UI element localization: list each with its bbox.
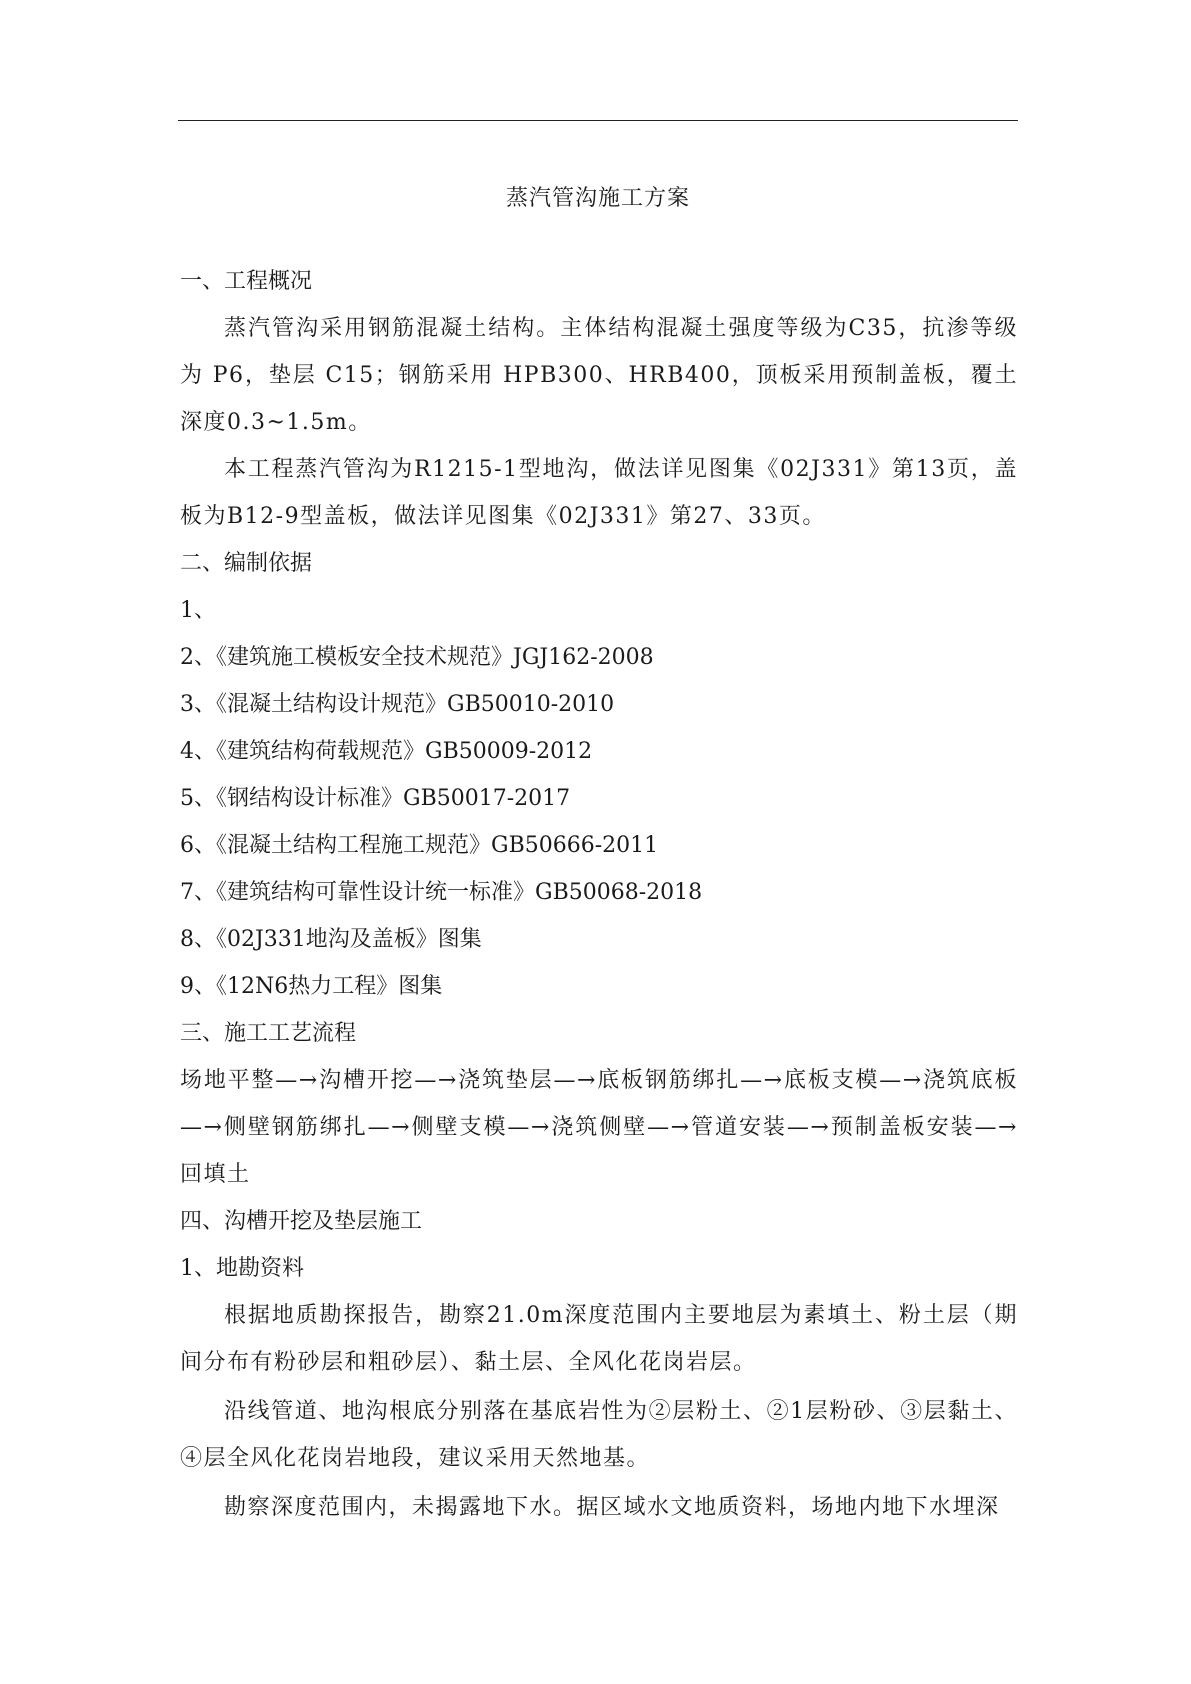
paragraph-overview-structure: 蒸汽管沟采用钢筋混凝土结构。主体结构混凝土强度等级为C35，抗渗等级为 P6，垫层 C15；钢筋采用 HPB300、HRB400，顶板采用预制盖板，覆土深度0.3~1.5m。: [180, 316, 1018, 435]
basis-item: 9、《12N6热力工程》图集: [180, 974, 443, 999]
header-rule: [178, 120, 1018, 121]
section-heading-overview: 一、工程概况: [180, 269, 313, 294]
section-heading-basis: 二、编制依据: [180, 551, 313, 576]
section-heading-process-flow: 三、施工工艺流程: [180, 1021, 357, 1046]
document-body: [180, 258, 1018, 1531]
process-flow-text: 场地平整—→沟槽开挖—→浇筑垫层—→底板钢筋绑扎—→底板支模—→浇筑底板—→侧壁钢筋绑扎—→侧壁支模—→浇筑侧壁—→管道安装—→预制盖板安装—→回填土: [180, 1068, 1018, 1187]
document-title: 蒸汽管沟施工方案: [505, 186, 690, 211]
basis-item: 6、《混凝土结构工程施工规范》GB50666-2011: [180, 833, 659, 858]
paragraph-geology-strata: 根据地质勘探报告，勘察21.0m深度范围内主要地层为素填土、粉土层（期间分布有粉砂层和粗砂层）、黏土层、全风化花岗岩层。: [180, 1303, 1018, 1375]
paragraph-overview-trench-type: 本工程蒸汽管沟为R1215-1型地沟，做法详见图集《02J331》第13页，盖板为B12-9型盖板，做法详见图集《02J331》第27、33页。: [180, 457, 1018, 529]
basis-item: 5、《钢结构设计标准》GB50017-2017: [180, 786, 571, 811]
basis-item: 1、: [180, 598, 216, 623]
paragraph-geology-foundation: 沿线管道、地沟根底分别落在基底岩性为②层粉土、②1层粉砂、③层黏土、④层全风化花岗岩地段，建议采用天然地基。: [180, 1399, 1018, 1471]
basis-item: 2、《建筑施工模板安全技术规范》JGJ162-2008: [180, 645, 654, 670]
paragraph-groundwater: 勘察深度范围内，未揭露地下水。据区域水文地质资料，场地内地下水埋深: [224, 1495, 1000, 1520]
basis-item: 4、《建筑结构荷载规范》GB50009-2012: [180, 739, 593, 764]
basis-item: 7、《建筑结构可靠性设计统一标准》GB50068-2018: [180, 880, 703, 905]
basis-item: 3、《混凝土结构设计规范》GB50010-2010: [180, 692, 615, 717]
section-heading-excavation: 四、沟槽开挖及垫层施工: [180, 1209, 423, 1234]
subheading-geology: 1、地勘资料: [180, 1256, 304, 1281]
basis-item: 8、《02J331地沟及盖板》图集: [180, 927, 482, 952]
